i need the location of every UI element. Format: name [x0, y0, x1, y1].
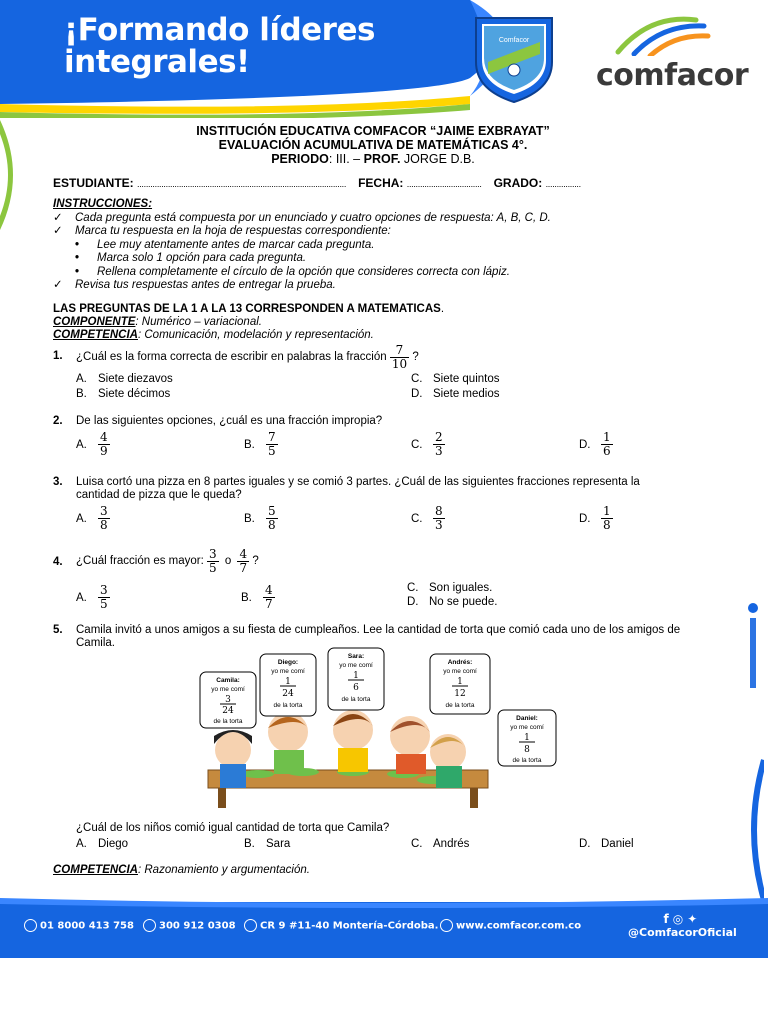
question-5-subquestion: ¿Cuál de los niños comió igual cantidad de torta que Camila?	[76, 822, 390, 834]
competencia-2: COMPETENCIA: Razonamiento y argumentación.	[53, 864, 310, 876]
option-d[interactable]: D. Siete medios	[411, 388, 500, 400]
shield-label: Comfacor	[498, 37, 530, 44]
svg-text:de la torta: de la torta	[273, 702, 303, 709]
estudiante-label: ESTUDIANTE:	[53, 176, 134, 190]
footer-phone-2[interactable]: 300 912 0308	[143, 919, 236, 932]
svg-text:1: 1	[353, 671, 359, 681]
instruction-subitem: • Marca solo 1 opción para cada pregunta.	[75, 252, 307, 264]
instruction-subitem: • Rellena completamente el círculo de la opción que consideres correcta con lápiz.	[75, 265, 510, 278]
footer-address: CR 9 #11-40 Montería-Córdoba.	[244, 919, 438, 932]
instruction-item: ✓ Cada pregunta está compuesta por un enunciado y cuatro opciones de respuesta: A, B, C, D.	[53, 211, 551, 224]
svg-text:12: 12	[454, 689, 466, 699]
right-side-decoration	[742, 600, 764, 900]
svg-text:de la torta: de la torta	[213, 718, 243, 725]
svg-text:Diego:: Diego:	[277, 659, 299, 666]
competencia-value: : Comunicación, modelación y representación.	[137, 328, 374, 341]
option-b[interactable]: B. $\frac{7}{5}$	[244, 430, 276, 458]
svg-text:1: 1	[285, 677, 291, 687]
svg-text:24: 24	[282, 689, 294, 699]
option-d[interactable]: D. $\frac{1}{8}$	[579, 504, 611, 532]
option-d[interactable]: D. No se puede.	[407, 596, 498, 608]
grado-label: GRADO:	[493, 176, 543, 190]
prof-label: PROF.	[363, 152, 401, 166]
componente-label: COMPONENTE	[53, 315, 136, 328]
twitter-icon[interactable]: ✦	[687, 912, 702, 926]
speech-bubble-sara	[328, 648, 384, 710]
globe-icon	[440, 919, 453, 932]
svg-text:6: 6	[353, 683, 359, 693]
svg-text:yo me comí: yo me comí	[211, 686, 245, 693]
competencia-label: COMPETENCIA	[53, 328, 138, 341]
footer-social	[628, 912, 737, 939]
option-a[interactable]: A. $\frac{4}{9}$	[76, 430, 108, 458]
svg-text:24: 24	[222, 706, 234, 716]
svg-text:de la torta: de la torta	[445, 702, 475, 709]
option-c[interactable]: C. Son iguales.	[407, 582, 493, 594]
svg-text:yo me comí: yo me comí	[271, 668, 305, 675]
svg-text:yo me comí: yo me comí	[443, 668, 477, 675]
option-a[interactable]: A. Siete diezavos	[76, 373, 173, 385]
svg-text:Andrés:: Andrés:	[447, 659, 473, 666]
left-decorative-arc	[0, 120, 30, 230]
question-text: ¿Cuál es la forma correcta de escribir en palabras la fracción	[76, 351, 387, 363]
fecha-field[interactable]: ..................................	[406, 179, 482, 189]
evaluation-title: EVALUACIÓN ACUMULATIVA DE MATEMÁTICAS 4°.	[218, 138, 528, 152]
option-b[interactable]: B. Siete décimos	[76, 388, 171, 400]
social-handle[interactable]: @ComfacorOficial	[628, 926, 737, 939]
periodo-value: : III. –	[328, 152, 361, 166]
grado-field[interactable]: ................	[545, 179, 581, 189]
slogan-line-1: ¡Formando líderes	[64, 12, 375, 48]
instructions-heading: INSTRUCCIONES:	[53, 198, 153, 210]
sara-figure	[333, 710, 373, 772]
option-c[interactable]: C. Siete quintos	[411, 373, 500, 385]
whatsapp-icon	[143, 919, 156, 932]
section-heading: LAS PREGUNTAS DE LA 1 A LA 13 CORRESPONDEN A MATEMATICAS	[53, 302, 441, 315]
footer-phone-1[interactable]: 01 8000 413 758	[24, 919, 134, 932]
option-c[interactable]: C. $\frac{8}{3}$	[411, 504, 443, 532]
svg-text:yo me comí: yo me comí	[510, 724, 544, 731]
svg-text:Daniel:: Daniel:	[516, 715, 538, 722]
phone-icon	[24, 919, 37, 932]
fraction: $\frac{7}{10}$	[391, 343, 408, 371]
questions-area: 1. ¿Cuál es la forma correcta de escribir en palabras la fracción $\frac{7}{10}$ ? A. Siete diezavos B. Siete décimos C. Siete quintos D. Siete medios 2. De las siguientes opciones, ¿cuál es una fracción impropia? A. $\frac{4}{9}$ B. $\frac{7}{5}$ C. $\frac{2}{3}$ D. $\frac{1}{6}$ 3. Luisa cortó una pizza en 8 partes iguales y se comió 3 partes. ¿Cuál de las siguientes fracciones representa la cantidad de pizza que le queda? A. $\frac{3}{8}$ B. $\frac{5}{8}$ C. $\frac{8}{3}$ D. $\frac{1}{8}$ 4. ¿Cuál fracción es mayor: $\frac{3}{5}$ o $\frac{4}{7}$ ? A. $\frac{3}{5}$ B. $\frac{4}{7}$ C. Son iguales. D. No se puede. 5. Camila invitó a unos amigos a su fiesta de cumpleaños. Lee la cantidad de torta que comió cada uno de los amigos de Camila. ¿Cuál de los niños comió igual cantidad de torta que Camila? A. Diego B. Sara C. Andrés D. Daniel COMPETENCIA: Razonamiento y argumentación.	[53, 0, 693, 1024]
instagram-icon[interactable]: ◎	[672, 912, 688, 926]
svg-text:1: 1	[457, 677, 463, 687]
checkmark-icon: ✓	[53, 225, 63, 237]
svg-text:3: 3	[225, 695, 231, 705]
option-d[interactable]: D. $\frac{1}{6}$	[579, 430, 611, 458]
institution-name: INSTITUCIÓN EDUCATIVA COMFACOR “JAIME EXBRAYAT”	[196, 124, 550, 138]
comfacor-logo-text: comfacor	[596, 58, 749, 93]
svg-text:de la torta: de la torta	[512, 757, 542, 764]
svg-text:Sara:: Sara:	[347, 653, 365, 660]
periodo-label: PERIODO	[271, 152, 329, 166]
bullet-icon: •	[75, 252, 80, 264]
option-b[interactable]: B. $\frac{5}{8}$	[244, 504, 276, 532]
option-b[interactable]: B. $\frac{4}{7}$	[241, 583, 273, 611]
option-d[interactable]: D. Daniel	[579, 838, 634, 850]
birthday-party-illustration	[148, 640, 558, 810]
question-text: Luisa cortó una pizza en 8 partes iguales y se comió 3 partes. ¿Cuál de las siguientes fracciones representa la cantidad de pizza que le queda?	[76, 476, 640, 501]
option-a[interactable]: A. $\frac{3}{8}$	[76, 504, 108, 532]
svg-text:8: 8	[524, 745, 530, 755]
checkmark-icon: ✓	[53, 279, 63, 291]
option-c[interactable]: C. $\frac{2}{3}$	[411, 430, 443, 458]
bullet-icon: •	[75, 238, 80, 251]
svg-text:yo me comí: yo me comí	[339, 662, 373, 669]
facebook-icon[interactable]: f	[663, 912, 673, 926]
instruction-item: ✓ Marca tu respuesta en la hoja de respuestas correspondiente:	[53, 225, 391, 237]
section-header: LAS PREGUNTAS DE LA 1 A LA 13 CORRESPONDEN A MATEMATICAS. COMPONENTE: Numérico – variacional. COMPETENCIA: Comunicación, modelación y representación.	[53, 302, 445, 341]
prof-value: JORGE D.B.	[403, 152, 475, 166]
speech-bubble-camila	[200, 672, 256, 728]
svg-text:Camila:: Camila:	[216, 677, 240, 684]
option-b[interactable]: B. Sara	[244, 838, 291, 850]
instruction-item: ✓ Revisa tus respuestas antes de entregar la prueba.	[53, 279, 336, 291]
bullet-icon: •	[75, 265, 80, 278]
question-text: ¿Cuál fracción es mayor:	[76, 555, 204, 567]
option-c[interactable]: C. Andrés	[411, 838, 470, 850]
slogan-line-2: integrales!	[64, 44, 250, 80]
componente-value: : Numérico – variacional.	[135, 315, 262, 328]
question-text: De las siguientes opciones, ¿cuál es una fracción impropia?	[76, 415, 383, 427]
diego-figure	[268, 712, 308, 774]
question-text: Camila invitó a unos amigos a su fiesta de cumpleaños. Lee la cantidad de torta que comió cada uno de los amigos de Camila.	[76, 624, 681, 649]
speech-bubble-daniel	[498, 710, 556, 766]
social-icons	[628, 912, 737, 926]
fecha-label: FECHA:	[358, 176, 404, 190]
estudiante-field[interactable]: ...............................................................................................	[137, 179, 347, 189]
speech-bubble-diego	[260, 654, 316, 716]
option-a[interactable]: A. Diego	[76, 838, 129, 850]
svg-text:1: 1	[524, 733, 530, 743]
andres-figure	[390, 716, 430, 774]
svg-text:de la torta: de la torta	[341, 696, 371, 703]
instruction-subitem: • Lee muy atentamente antes de marcar cada pregunta.	[75, 238, 375, 251]
speech-bubble-andres	[430, 654, 490, 714]
checkmark-icon: ✓	[53, 211, 63, 224]
footer-website[interactable]: www.comfacor.com.co	[440, 919, 581, 932]
option-a[interactable]: A. $\frac{3}{5}$	[76, 583, 108, 611]
location-icon	[244, 919, 257, 932]
